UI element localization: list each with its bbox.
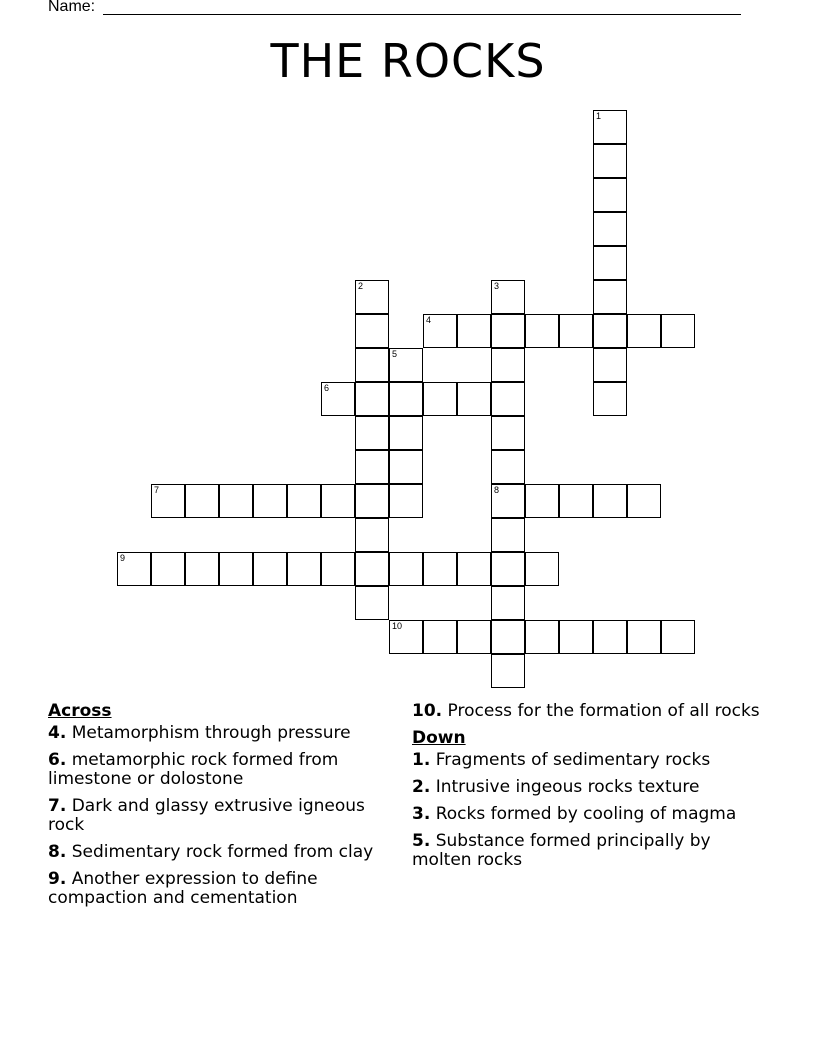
crossword-cell[interactable]: [593, 382, 627, 416]
crossword-cell[interactable]: [525, 552, 559, 586]
crossword-cell[interactable]: [593, 484, 627, 518]
crossword-cell[interactable]: [389, 552, 423, 586]
clue-number: 3: [494, 281, 500, 291]
crossword-cell[interactable]: [321, 552, 355, 586]
crossword-cell[interactable]: [559, 484, 593, 518]
crossword-cell[interactable]: [151, 552, 185, 586]
crossword-cell[interactable]: [389, 620, 423, 654]
clue-number: 2: [358, 281, 364, 291]
clue-across-4: 4. Metamorphism through pressure: [48, 723, 351, 743]
crossword-cell[interactable]: [593, 110, 627, 144]
right-clues: [412, 702, 772, 878]
crossword-cell[interactable]: [593, 212, 627, 246]
crossword-cell[interactable]: [457, 552, 491, 586]
crossword-cell[interactable]: [593, 314, 627, 348]
crossword-cell[interactable]: [219, 484, 253, 518]
crossword-cell[interactable]: [559, 620, 593, 654]
crossword-cell[interactable]: [491, 280, 525, 314]
crossword-cell[interactable]: [423, 620, 457, 654]
crossword-cell[interactable]: [117, 552, 151, 586]
name-label: Name:: [48, 0, 96, 15]
across-heading: Across: [48, 701, 112, 721]
clue-across-7: 7. Dark and glassy extrusive igneous rock: [48, 796, 365, 835]
crossword-cell[interactable]: [491, 518, 525, 552]
crossword-cell[interactable]: [389, 382, 423, 416]
crossword-cell[interactable]: [151, 484, 185, 518]
clue-number: 10: [392, 621, 403, 631]
crossword-cell[interactable]: [661, 620, 695, 654]
clue-across-9: 9. Another expression to define compaction and cementation: [48, 869, 318, 908]
crossword-cell[interactable]: [253, 552, 287, 586]
crossword-cell[interactable]: [355, 280, 389, 314]
crossword-cell[interactable]: [457, 382, 491, 416]
crossword-cell[interactable]: [321, 382, 355, 416]
clue-number: 9: [120, 553, 126, 563]
crossword-cell[interactable]: [593, 246, 627, 280]
clue-down-1: 1. Fragments of sedimentary rocks: [412, 750, 711, 770]
crossword-cell[interactable]: [287, 484, 321, 518]
crossword-cell[interactable]: [491, 382, 525, 416]
crossword-cell[interactable]: [389, 348, 423, 382]
crossword-cell[interactable]: [593, 620, 627, 654]
crossword-cell[interactable]: [355, 484, 389, 518]
crossword-cell[interactable]: [491, 416, 525, 450]
down-heading: Down: [412, 728, 466, 748]
crossword-cell[interactable]: [423, 314, 457, 348]
crossword-cell[interactable]: [661, 314, 695, 348]
crossword-cell[interactable]: [355, 518, 389, 552]
crossword-cell[interactable]: [627, 314, 661, 348]
crossword-cell[interactable]: [593, 178, 627, 212]
clue-down-3: 3. Rocks formed by cooling of magma: [412, 804, 737, 824]
clue-across-10: 10. Process for the formation of all rocks: [412, 701, 760, 721]
crossword-cell[interactable]: [593, 144, 627, 178]
crossword-cell[interactable]: [389, 450, 423, 484]
crossword-cell[interactable]: [491, 552, 525, 586]
crossword-cell[interactable]: [491, 586, 525, 620]
crossword-cell[interactable]: [627, 484, 661, 518]
clue-number: 5: [392, 349, 398, 359]
crossword-cell[interactable]: [389, 484, 423, 518]
crossword-cell[interactable]: [423, 552, 457, 586]
crossword-cell[interactable]: [593, 348, 627, 382]
crossword-cell[interactable]: [355, 552, 389, 586]
crossword-cell[interactable]: [253, 484, 287, 518]
crossword-cell[interactable]: [491, 348, 525, 382]
crossword-cell[interactable]: [321, 484, 355, 518]
crossword-cell[interactable]: [355, 586, 389, 620]
clue-down-5: 5. Substance formed principally by molten rocks: [412, 831, 711, 870]
crossword-cell[interactable]: [525, 484, 559, 518]
crossword-cell[interactable]: [355, 382, 389, 416]
clue-number: 4: [426, 315, 432, 325]
crossword-cell[interactable]: [491, 654, 525, 688]
clue-number: 8: [494, 485, 500, 495]
crossword-cell[interactable]: [491, 450, 525, 484]
crossword-cell[interactable]: [355, 450, 389, 484]
crossword-cell[interactable]: [355, 416, 389, 450]
crossword-cell[interactable]: [355, 348, 389, 382]
crossword-cell[interactable]: [457, 314, 491, 348]
across-clues: [48, 702, 388, 916]
clue-down-2: 2. Intrusive ingeous rocks texture: [412, 777, 700, 797]
clue-across-6: 6. metamorphic rock formed from limestone or dolostone: [48, 750, 339, 789]
crossword-cell[interactable]: [457, 620, 491, 654]
crossword-cell[interactable]: [491, 484, 525, 518]
crossword-cell[interactable]: [525, 620, 559, 654]
crossword-cell[interactable]: [355, 314, 389, 348]
clue-number: 6: [324, 383, 330, 393]
crossword-cell[interactable]: [287, 552, 321, 586]
crossword-cell[interactable]: [185, 552, 219, 586]
crossword-cell[interactable]: [491, 620, 525, 654]
crossword-cell[interactable]: [389, 416, 423, 450]
crossword-cell[interactable]: [423, 382, 457, 416]
page-title: THE ROCKS: [270, 34, 546, 88]
crossword-cell[interactable]: [627, 620, 661, 654]
clue-number: 7: [154, 485, 160, 495]
crossword-cell[interactable]: [491, 314, 525, 348]
clue-number: 1: [596, 111, 602, 121]
crossword-cell[interactable]: [185, 484, 219, 518]
clue-across-8: 8. Sedimentary rock formed from clay: [48, 842, 374, 862]
crossword-cell[interactable]: [559, 314, 593, 348]
crossword-cell[interactable]: [219, 552, 253, 586]
crossword-cell[interactable]: [593, 280, 627, 314]
crossword-cell[interactable]: [525, 314, 559, 348]
